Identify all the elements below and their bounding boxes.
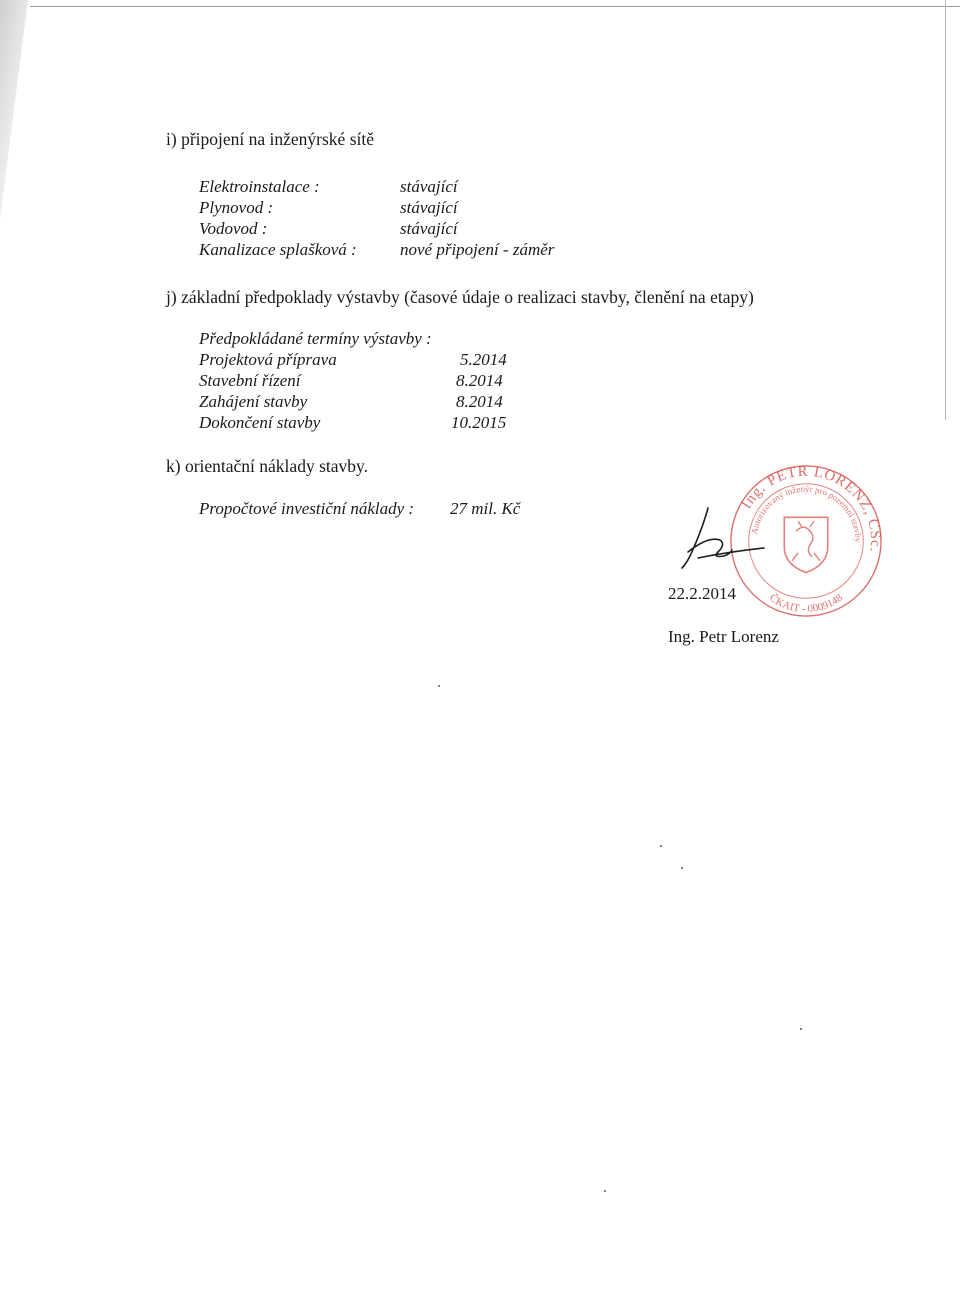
- schedule-value-start: 8.2014: [456, 392, 503, 411]
- stamp-name-arc: Ing. PETR LORENZ, CSc.: [738, 463, 884, 554]
- cost-value: 27 mil. Kč: [450, 499, 521, 518]
- coat-of-arms-icon: [784, 517, 827, 572]
- schedule-label-finish: Dokončení stavby: [199, 413, 321, 432]
- schedule-value-design: 5.2014: [460, 350, 507, 369]
- schedule-label-start: Zahájení stavby: [199, 392, 308, 411]
- utility-value-water: stávající: [400, 219, 458, 238]
- schedule-value-finish: 10.2015: [451, 413, 507, 432]
- utility-label-sewer: Kanalizace splašková :: [199, 240, 357, 259]
- section-k-heading: k) orientační náklady stavby.: [166, 456, 368, 476]
- utility-value-sewer: nové připojení - záměr: [400, 240, 555, 259]
- utility-label-electric: Elektroinstalace :: [199, 177, 320, 196]
- scan-edge-line-right: [945, 0, 946, 420]
- schedule-value-permit: 8.2014: [456, 371, 503, 390]
- schedule-subheading: Předpokládané termíny výstavby :: [199, 329, 432, 348]
- scan-speck: [660, 845, 662, 847]
- scan-speck: [438, 685, 440, 687]
- handwritten-signature: [668, 500, 768, 580]
- schedule-label-permit: Stavební řízení: [199, 371, 301, 390]
- signatory-name: Ing. Petr Lorenz: [668, 627, 779, 646]
- section-j-heading: j) základní předpoklady výstavby (časové údaje o realizaci stavby, členění na etapy): [166, 287, 754, 307]
- scan-edge-line-top: [30, 6, 960, 7]
- schedule-label-design: Projektová příprava: [199, 350, 337, 369]
- scan-speck: [800, 1028, 802, 1030]
- scan-edge-shadow: [0, 0, 28, 220]
- scan-speck: [604, 1190, 606, 1192]
- stamp-inner-arc: Autorizovaný inženýr pro pozemní stavby: [749, 483, 864, 543]
- utility-label-water: Vodovod :: [199, 219, 268, 238]
- stamp-bottom-arc: ČKAIT - 0009148: [767, 591, 845, 616]
- section-i-heading: i) připojení na inženýrské sítě: [166, 129, 374, 149]
- utility-label-gas: Plynovod :: [199, 198, 274, 217]
- signature-date: 22.2.2014: [668, 584, 736, 603]
- cost-label: Propočtové investiční náklady :: [199, 499, 415, 518]
- utility-value-gas: stávající: [400, 198, 458, 217]
- utility-value-electric: stávající: [400, 177, 458, 196]
- scan-speck: [681, 867, 683, 869]
